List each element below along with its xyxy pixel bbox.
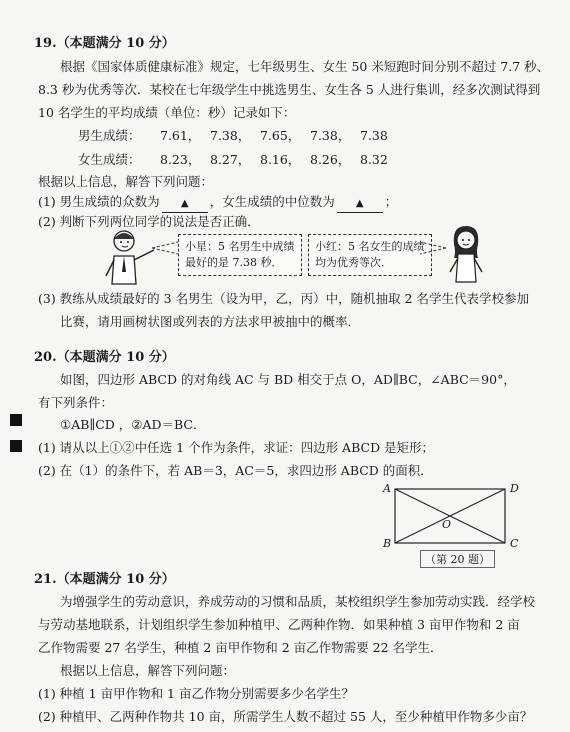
q19-para-3: 10 名学生的平均成绩（单位：秒）记录如下：: [38, 105, 296, 120]
q21-header: 21.（本题满分 10 分）: [34, 572, 175, 587]
boys-score-2: 7.38，: [210, 128, 251, 143]
vertex-label-c: C: [510, 537, 519, 550]
q20-header: 20.（本题满分 10 分）: [34, 350, 175, 365]
girl-figure: [442, 222, 490, 284]
boys-score-1: 7.61，: [160, 128, 201, 143]
girls-score-2: 8.27，: [210, 152, 251, 167]
q19-para-2: 8.3 秒为优秀等次．某校在七年级学生中挑选男生、女生各 5 人进行集训，经多次测试得到: [38, 82, 541, 97]
girls-score-3: 8.16，: [260, 152, 301, 167]
margin-mark-1: [10, 414, 22, 426]
q21-para-4: 根据以上信息，解答下列问题：: [60, 663, 236, 678]
speech-tail-left: [150, 238, 180, 258]
bubble-xiaohong-line-2: 均为优秀等次．: [315, 256, 392, 269]
bubble-xiaoxing-line-1: 小星：5 名男生中成绩: [185, 240, 295, 253]
q19-part-1: [38, 194, 397, 213]
q19-header: 19.（本题满分 10 分）: [34, 36, 175, 51]
margin-mark-2: [10, 440, 22, 452]
q20-part-1: (1) 请从以上①②中任选 1 个作为条件，求证：四边形 ABCD 是矩形；: [38, 440, 435, 455]
q20-para-2: 有下列条件：: [38, 395, 114, 410]
q19-part-3-line-2: 比赛，请用画树状图或列表的方法求甲被抽中的概率．: [60, 314, 361, 329]
answer-blank-1: ▲: [162, 196, 208, 213]
speech-bubble-xiaohong: [308, 234, 432, 276]
bubble-xiaoxing-line-2: 最好的是 7.38 秒．: [185, 256, 283, 269]
speech-bubble-xiaoxing: [178, 234, 302, 276]
boys-score-4: 7.38，: [310, 128, 351, 143]
boys-score-3: 7.65，: [260, 128, 301, 143]
girls-score-1: 8.23，: [160, 152, 201, 167]
vertex-label-b: B: [383, 537, 392, 550]
q19-part-1-text-a: (1) 男生成绩的众数为: [38, 194, 160, 209]
q19-part-1-text-c: ；: [384, 194, 398, 209]
girls-score-5: 8.32: [360, 152, 388, 167]
q20-para-1: 如图，四边形 ABCD 的对角线 AC 与 BD 相交于点 O，AD∥BC，∠ABC＝90°，: [60, 372, 516, 387]
q21-para-2: 与劳动基地联系，计划组织学生参加种植甲、乙两种作物．如果种植 3 亩甲作物和 2 亩: [38, 617, 520, 632]
vertex-label-d: D: [510, 482, 519, 495]
q19-part-3-line-1: (3) 教练从成绩最好的 3 名男生（设为甲，乙，丙）中，随机抽取 2 名学生代表学校参加: [38, 291, 529, 306]
girls-score-4: 8.26，: [310, 152, 351, 167]
q21-para-3: 乙作物需要 27 名学生，种植 2 亩甲作物和 2 亩乙作物需要 22 名学生．: [38, 640, 443, 655]
q19-part-2: (2) 判断下列两位同学的说法是否正确．: [38, 214, 260, 229]
figure-caption: （第 20 题）: [420, 550, 495, 568]
answer-blank-2: ▲: [337, 196, 383, 213]
girls-label: 女生成绩：: [78, 152, 141, 167]
q19-part-1-text-b: ，女生成绩的中位数为: [209, 194, 335, 209]
boys-label: 男生成绩：: [78, 128, 141, 143]
q21-part-1: (1) 种植 1 亩甲作物和 1 亩乙作物分别需要多少名学生？: [38, 686, 354, 701]
q21-para-1: 为增强学生的劳动意识，养成劳动的习惯和品质，某校组织学生参加劳动实践．经学校: [60, 594, 536, 609]
bubble-xiaohong-line-1: 小红：5 名女生的成绩: [315, 240, 425, 253]
rectangle-abcd-figure: [394, 488, 506, 544]
vertex-label-a: A: [383, 482, 391, 495]
q21-part-2: (2) 种植甲、乙两种作物共 10 亩，所需学生人数不超过 55 人，至少种植甲作物多少亩？: [38, 709, 533, 724]
q20-conditions: ①AB∥CD ，②AD＝BC．: [60, 417, 206, 432]
boys-score-5: 7.38: [360, 128, 388, 143]
center-label-o: O: [442, 518, 452, 531]
q19-para-4: 根据以上信息，解答下列问题：: [38, 174, 214, 189]
q19-para-1: 根据《国家体质健康标准》规定，七年级男生、女生 50 米短跑时间分别不超过 7.7 秒、: [60, 59, 550, 74]
q20-part-2: (2) 在（1）的条件下，若 AB＝3，AC＝5，求四边形 ABCD 的面积．: [38, 463, 433, 478]
